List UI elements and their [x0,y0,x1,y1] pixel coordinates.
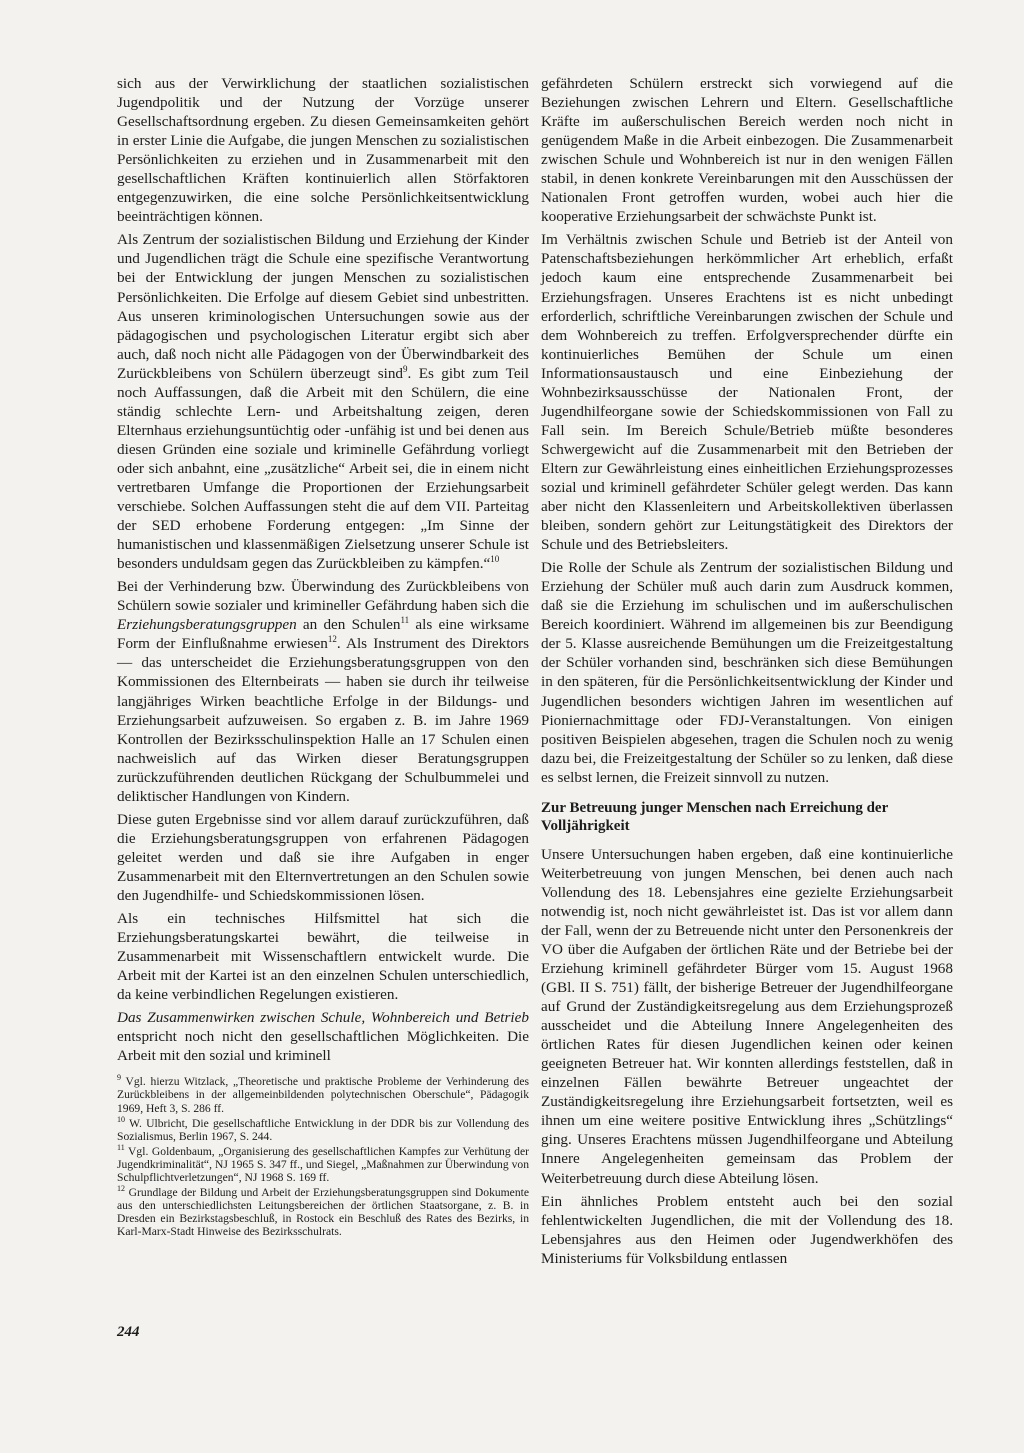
footnote [117,1114,529,1143]
footnote-text: Vgl. Goldenbaum, „Organisierung des gesellschaftlichen Kampfes zur Verhütung der Jugendkriminalität“, NJ 1965 S. 347 ff., und Siegel, „Maßnahmen zur Überwindung von Schulpflichtverletzungen“, NJ 1968 S. 169 ff. [117,1144,529,1185]
footnote [117,1075,529,1114]
footnote-ref: 11 [400,615,410,626]
text-run: an den Schulen [296,616,401,634]
emphasis: Erziehungsberatungsgruppen [117,616,297,634]
paragraph: Diese guten Ergebnisse sind vor allem darauf zurückzuführen, daß die Erziehungsberatungsgruppen von erfahrenen Pädagogen geleitet werden und daß sie ihre Aufgaben in enger Zusammenarbeit mit den Elternvertretungen an den Schulen sowie den Jugendhilfe- und Schiedskommissionen lösen. [117,810,529,904]
left-column [117,74,529,1241]
section-heading: Zur Betreuung junger Menschen nach Erreichung der Volljährigkeit [541,799,888,834]
paragraph: Unsere Untersuchungen haben ergeben, daß eine kontinuierliche Weiterbetreuung von jungen Menschen, bei denen auch nach Vollendung des 18. Lebensjahres eine gezielte Erziehungsarbeit notwendig ist, noch nicht gewährleistet ist. Das ist vor allem dann der Fall, wenn der zu Betreuende nicht unter den Personenkreis der VO über die Aufgaben der örtlichen Räte und der Betriebe bei der Erziehung kriminell gefährdeter Bürger vom 15. August 1968 (GBl. II S. 751) fällt, der bisherige Betreuer der Jugendhilfeorgane auf Grund der Zuständigkeitsregelung aus dem Erziehungsprozeß ausscheidet und die Abteilung Innere Angelegenheiten des örtlichen Rates für diesen Jugendlichen keinen oder keinen geeigneten Betreuer hat. Wir konnten allerdings feststellen, daß in einzelnen Fällen bewährte Betreuer ungeachtet der Zuständigkeitsregelung ihre Erziehungsarbeit fortsetzten, weil es ihnen um eine weitere positive Entwicklung ihres „Schützlings“ ging. Unseres Erachtens müssen Jugendhilfeorgane und Abteilung Innere Angelegenheiten gemeinsam das Problem der Weiterbetreuung durch diese Abteilung lösen. [541,845,953,1187]
footnote-number: 10 [117,1114,125,1124]
text-run: als eine wirksame Form der Einflußnahme erwiesen [117,616,529,653]
footnote-number: 9 [117,1073,121,1083]
text-run: . Es gibt zum Teil noch Auffassungen, daß die Arbeit mit den Schülern, die eine ständig schlechte Lern- und Arbeitshaltung zeigen, deren Elternhaus erziehungsuntüchtig oder -unfähig ist und bei denen aus diesen Gründen eine soziale und kriminelle Gefährdung vorliegt oder sich anbahnt, eine „zusätzliche“ Arbeit sei, die in einem nicht vertretbaren Umfange die Proportionen der Erziehungsarbeit verschiebe. Solchen Auffassungen steht die auf dem VII. Parteitag der SED erhobene Forderung entgegen: „Im Sinne der humanistischen und klassenmäßigen Zielsetzung unserer Schule ist besonders unduldsam gegen das Zurückbleiben zu kämpfen.“ [117,364,529,573]
page-number: 244 [117,1324,140,1340]
text-run: . Als Instrument des Direktors — das unterscheidet die Erziehungsberatungsgruppen von den Kommissionen des Elternbeirats — haben sie durch ihr teilweise langjähriges Wirken beachtliche Erfolge in der Bildungs- und Erziehungsarbeit aufzuweisen. So ergaben z. B. im Jahre 1969 Kontrollen der Bezirksschulinspektion Halle an 17 Schulen einen nachweislich auf das Wirken dieser Beratungsgruppen zurückzuführenden deutlichen Rückgang der Schulbummelei und deliktischer Handlungen von Kindern. [117,635,529,805]
right-column [541,74,953,1272]
text-run: entspricht noch nicht den gesellschaftlichen Möglichkeiten. Die Arbeit mit den sozial und kriminell [117,1028,529,1065]
emphasis: Das Zusammenwirken zwischen Schule, Wohnbereich und Betrieb [117,1009,529,1027]
paragraph: gefährdeten Schülern erstreckt sich vorwiegend auf die Beziehungen zwischen Lehrern und Eltern. Gesellschaftliche Kräfte im außerschulischen Bereich werden noch nicht in genügendem Maße in die Arbeit einbezogen. Die Zusammenarbeit zwischen Schule und Wohnbereich ist nur in den wenigen Fällen stabil, in denen konkrete Vereinbarungen mit den Ausschüssen der Nationalen Front getroffen wurden, wobei auch hier die kooperative Erziehungsarbeit der schwächste Punkt ist. [541,75,953,226]
footnote-ref: 12 [327,634,337,645]
footnote [117,1186,529,1238]
footnote-number: 11 [117,1143,125,1152]
footnote-text: Grundlage der Bildung und Arbeit der Erziehungsberatungsgruppen sind Dokumente aus den unterschiedlichsten Leitungsbereichen der örtlichen Staatsorgane, z. B. in Dresden ein Bezirkstagsbeschluß, in Rostock ein Beschluß des Rates des Bezirks, in Karl-Marx-Stadt Hinweise des Bezirksschulrats. [117,1186,529,1239]
paragraph [117,1008,529,1065]
paragraph: Als ein technisches Hilfsmittel hat sich die Erziehungsberatungskartei bewährt, die teilweise in Zusammenarbeit mit Wissenschaftlern entwickelt wurde. Die Arbeit mit der Kartei ist an den einzelnen Schulen unterschiedlich, da keine verbindlichen Regelungen existieren. [117,910,529,1004]
paragraph [117,577,529,806]
footnote-text: Vgl. hierzu Witzlack, „Theoretische und praktische Probleme der Verhinderung des Zurückbleibens in der allgemeinbildenden polytechnischen Oberschule“, Pädagogik 1969, Heft 3, S. 286 ff. [117,1075,529,1115]
footnote [117,1145,529,1184]
text-run: Als Zentrum der sozialistischen Bildung und Erziehung der Kinder und Jugendlichen trägt die Schule eine spezifische Verantwortung bei der Entwicklung der jungen Menschen zu sozialistischen Persönlichkeiten. Die Erfolge auf diesem Gebiet sind unbestritten. Aus unseren kriminologischen Untersuchungen sowie aus der pädagogischen und psychologischen Literatur ergibt sich aber auch, daß noch nicht alle Pädagogen von der Überwindbarkeit des Zurückbleibens von Schülern überzeugt sind [117,231,529,382]
footnote-number: 12 [117,1184,125,1194]
footnote-ref: 9 [403,363,408,374]
footnote-ref: 10 [490,554,500,565]
paragraph: Die Rolle der Schule als Zentrum der sozialistischen Bildung und Erziehung der Schüler muß auch darin zum Ausdruck kommen, daß sie die Erziehung im schulischen und im außerschulischen Bereich koordiniert. Während im allgemeinen bis zur Beendigung der 5. Klasse ausreichende Bemühungen um die Freizeitgestaltung der Schüler vorhanden sind, beschränken sich diese Bemühungen in den späteren, für die Persönlichkeitsentwicklung der Kinder und Jugendlichen besonders wichtigen Jahren im wesentlichen auf Pioniernachmittage oder FDJ-Veranstaltungen. Von einigen positiven Beispielen abgesehen, tragen die Schulen noch zu wenig dazu bei, die Freizeitgestaltung der Schüler so zu lenken, daß diese es selbst lernen, die Freizeit sinnvoll zu nutzen. [541,559,953,786]
paragraph [117,230,529,573]
paragraph: Ein ähnliches Problem entsteht auch bei den sozial fehlentwickelten Jugendlichen, die mit der Vollendung des 18. Lebensjahres aus den Heimen oder Jugendwerkhöfen des Ministeriums für Volksbildung entlassen [541,1192,953,1267]
footnotes [117,1075,529,1238]
footnote-text: W. Ulbricht, Die gesellschaftliche Entwicklung in der DDR bis zur Vollendung des Sozialismus, Berlin 1967, S. 244. [117,1116,529,1143]
text-run: Bei der Verhinderung bzw. Überwindung des Zurückbleibens von Schülern sowie sozialer und krimineller Gefährdung haben sich die [117,578,529,615]
paragraph: Im Verhältnis zwischen Schule und Betrieb ist der Anteil von Patenschaftsbeziehungen herkömmlicher Art erheblich, erfaßt jedoch kaum eine entsprechende Zusammenarbeit bei Erziehungsfragen. Unseres Erachtens ist es nicht unbedingt erforderlich, schriftliche Vereinbarungen zwischen der Schule und dem Wohnbereich zu treffen. Erfolgversprechender dürfte ein kontinuierliches Bemühen der Schule um einen Informationsaustausch und eine Einbeziehung der Wohnbezirksausschüsse der Nationalen Front, der Jugendhilfeorgane sowie der Schiedskommissionen von Fall zu Fall sein. Im Bereich Schule/Betrieb müßte besonderes Schwergewicht auf die Zusammenarbeit mit den Betrieben der Eltern zur Gewährleistung eines einheitlichen Erziehungsprozesses sozial und kriminell gefährdeter Schüler gelegt werden. Das kann aber nicht den Klassenleitern und Arbeitskollektiven überlassen bleiben, sondern gehört zur Leitungstätigkeit des Direktors der Schule und des Betriebsleiters. [541,231,953,554]
paragraph: sich aus der Verwirklichung der staatlichen sozialistischen Jugendpolitik und der Nutzung der Vorzüge unserer Gesellschaftsordnung ergeben. Zu diesen Gemeinsamkeiten gehört in erster Linie die Aufgabe, die jungen Menschen zu sozialistischen Persönlichkeiten zu erziehen und in Zusammenarbeit mit den gesellschaftlichen Kräften kontinuierlich allen Störfaktoren entgegenzuwirken, die eine solche Persönlichkeitsentwicklung beeinträchtigen können. [117,75,529,226]
